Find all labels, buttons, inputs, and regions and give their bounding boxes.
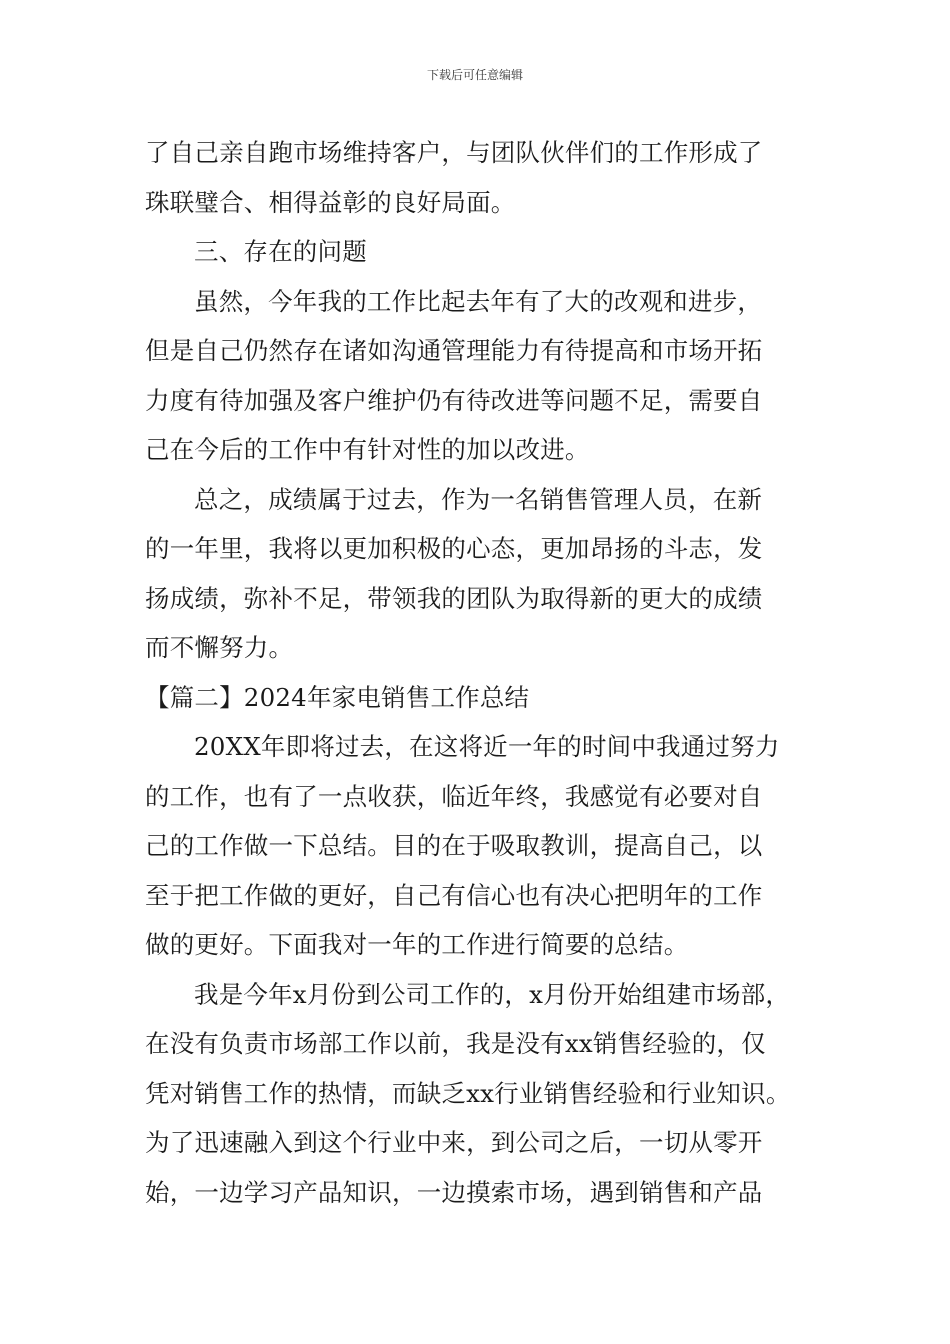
text-line: 凭对销售工作的热情，而缺乏xx行业销售经验和行业知识。: [145, 1078, 791, 1108]
text-line: 20XX年即将过去，在这将近一年的时间中我通过努力: [194, 732, 780, 761]
page-header: 下载后可任意编辑: [426, 68, 523, 82]
text-line: 己在今后的工作中有针对性的加以改进。: [145, 435, 590, 464]
text-line: 了自己亲自跑市场维持客户，与团队伙伴们的工作形成了: [145, 138, 763, 167]
text-line: 的工作，也有了一点收获，临近年终，我感觉有必要对自: [145, 781, 763, 811]
text-line: 珠联璧合、相得益彰的良好局面。: [145, 187, 516, 217]
text-line: 力度有待加强及客户维护仍有待改进等问题不足，需要自: [145, 385, 763, 415]
text-line: 的一年里，我将以更加积极的心态，更加昂扬的斗志，发: [145, 534, 763, 563]
text-line: 但是自己仍然存在诸如沟通管理能力有待提高和市场开拓: [145, 336, 763, 365]
text-line: 我是今年x月份到公司工作的，x月份开始组建市场部，: [194, 979, 791, 1009]
text-line: 在没有负责市场部工作以前，我是没有xx销售经验的，仅: [145, 1029, 766, 1058]
text-line: 己的工作做一下总结。目的在于吸取教训，提高自己，以: [145, 831, 763, 860]
text-line: 做的更好。下面我对一年的工作进行简要的总结。: [145, 930, 689, 959]
text-line: 虽然，今年我的工作比起去年有了大的改观和进步，: [194, 286, 763, 316]
text-line: 【篇二】2024年家电销售工作总结: [145, 682, 530, 712]
text-line: 始，一边学习产品知识，一边摸索市场，遇到销售和产品: [145, 1177, 763, 1207]
text-line: 三、存在的问题: [194, 237, 367, 266]
document-body: [145, 128, 825, 1217]
text-line: 为了迅速融入到这个行业中来，到公司之后，一切从零开: [145, 1128, 763, 1157]
text-line: 总之，成绩属于过去，作为一名销售管理人员，在新: [194, 484, 763, 514]
text-line: 扬成绩，弥补不足，带领我的团队为取得新的更大的成绩: [145, 583, 763, 613]
text-line: 而不懈努力。: [145, 633, 294, 662]
text-line: 至于把工作做的更好，自己有信心也有决心把明年的工作: [145, 880, 763, 910]
